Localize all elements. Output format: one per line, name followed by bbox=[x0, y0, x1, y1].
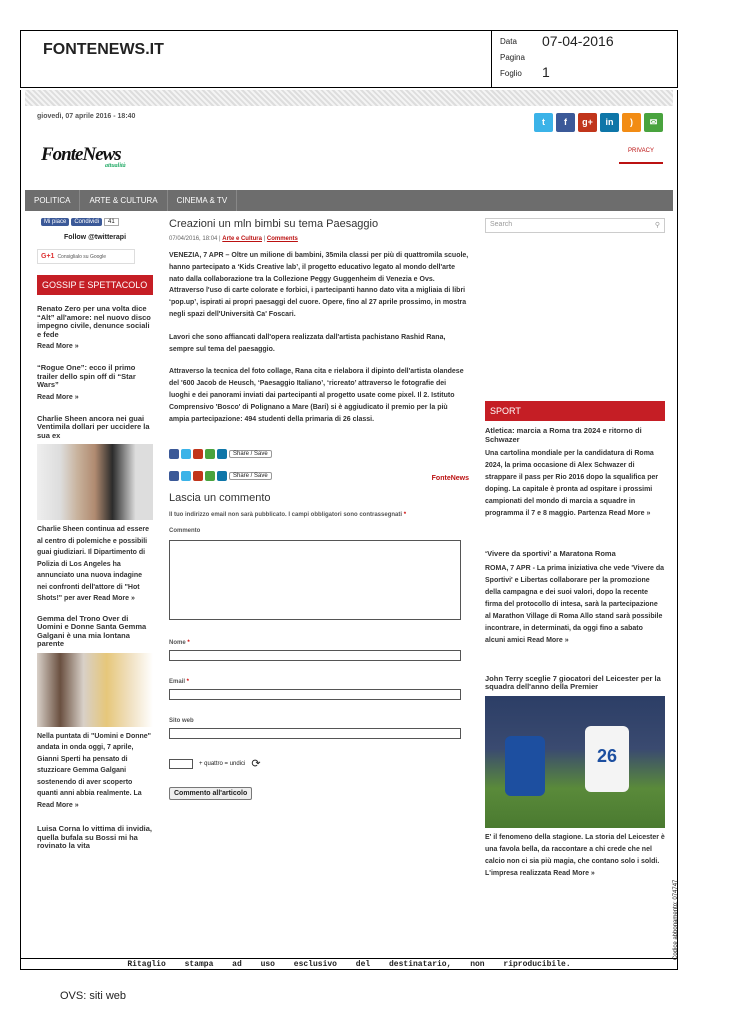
gossip-section-title: GOSSIP E SPETTACOLO bbox=[37, 275, 153, 295]
social-bar bbox=[534, 113, 663, 132]
comments-link[interactable]: Comments bbox=[266, 236, 298, 242]
clip-info bbox=[491, 31, 678, 87]
gossip-item-title[interactable]: Charlie Sheen ancora nei guai Ventimila dollari per uccidere la sua ex bbox=[37, 413, 150, 440]
website-input[interactable] bbox=[169, 728, 461, 739]
captcha-input[interactable] bbox=[169, 759, 193, 769]
article-title: Creazioni un mln bimbi su tema Paesaggio bbox=[169, 218, 379, 230]
gossip-item-title[interactable]: Renato Zero per una volta dice “Alt” all'amore: nel nuovo disco impegno civile, denunce sociali e fede bbox=[37, 304, 151, 339]
source-link[interactable]: FonteNews bbox=[431, 475, 469, 483]
nav-item-arte-cultura[interactable]: ARTE & CULTURA bbox=[80, 190, 167, 211]
publication-name: FONTENEWS.IT bbox=[43, 41, 164, 58]
foglio-label: Foglio bbox=[500, 69, 522, 78]
twitter-icon[interactable]: t bbox=[534, 113, 553, 132]
gossip-item-body: Charlie Sheen continua ad essere al centro di polemiche e possibili guai giudiziari. Il Dipartimento di Polizia di Los Angeles ha annunciato una nuova indagine nei confronti dell'attore di "Hot Shots!" per aver Read More » bbox=[37, 526, 150, 602]
privacy-link[interactable] bbox=[619, 148, 663, 164]
nav-item-cinema-tv[interactable]: CINEMA & TV bbox=[168, 190, 238, 211]
site-date: giovedì, 07 aprile 2016 - 18:40 bbox=[37, 113, 136, 120]
captcha bbox=[169, 757, 469, 770]
email-input[interactable] bbox=[169, 689, 461, 700]
pagina-label: Pagina bbox=[500, 53, 525, 62]
paragraph: Lavori che sono affiancati dall'opera realizzata dall'artista pachistano Rashid Rana, sempre sul tema del paesaggio. bbox=[169, 333, 446, 353]
nav-item-politica[interactable]: POLITICA bbox=[25, 190, 80, 211]
name-input[interactable] bbox=[169, 650, 461, 661]
facebook-icon[interactable]: f bbox=[556, 113, 575, 132]
subscription-code: Codice abbonamento: 074747 bbox=[673, 879, 679, 960]
article-date: 07/04/2016, 18:04 bbox=[169, 236, 218, 242]
facebook-icon[interactable] bbox=[169, 471, 179, 481]
clip-frame bbox=[20, 90, 678, 970]
logo-subtitle: attualità bbox=[105, 163, 126, 169]
like-count: 41 bbox=[104, 218, 119, 226]
data-value: 07-04-2016 bbox=[542, 33, 614, 49]
gossip-item-title[interactable]: Luisa Corna lo vittima di invidia, quella bufala su Bossi mi ha rovinato la vita bbox=[37, 824, 153, 850]
share-save-button[interactable]: Share / Save bbox=[229, 450, 272, 458]
email-label: Email * bbox=[169, 679, 469, 685]
left-sidebar bbox=[37, 218, 153, 851]
comment-label: Commento bbox=[169, 528, 201, 535]
share-bar bbox=[169, 449, 469, 459]
right-sidebar bbox=[485, 218, 665, 880]
twitter-icon[interactable] bbox=[181, 471, 191, 481]
refresh-icon[interactable]: ⟳ bbox=[251, 758, 261, 771]
jersey-number: 26 bbox=[585, 726, 629, 792]
privacy-label: PRIVACY bbox=[628, 148, 654, 154]
search-placeholder: Search bbox=[490, 221, 513, 228]
sport-section-title: SPORT bbox=[485, 401, 665, 421]
gemma-photo[interactable] bbox=[37, 653, 153, 727]
comment-note: Il tuo indirizzo email non sarà pubblicato. I campi obbligatori sono contrassegnati * bbox=[169, 512, 469, 518]
submit-comment-button[interactable]: Commento all'articolo bbox=[169, 787, 252, 800]
mail-icon[interactable]: ✉ bbox=[644, 113, 663, 132]
captcha-text: + quattro = undici bbox=[199, 760, 246, 767]
fb-share-button[interactable]: Condividi bbox=[71, 218, 102, 226]
data-label: Data bbox=[500, 37, 517, 46]
sport-item-body: E' il fenomeno della stagione. La storia del Leicester è una favola bella, da raccontare a chi crede che nel calcio non ci sia più magia, che contano solo i soldi. L'impresa realizzata Read More » bbox=[485, 833, 665, 877]
foglio-value: 1 bbox=[542, 64, 550, 80]
search-input[interactable] bbox=[485, 218, 665, 233]
fb-like-button[interactable]: Mi piace bbox=[41, 218, 69, 226]
gplus-icon: G+1 bbox=[41, 253, 55, 260]
article bbox=[169, 218, 469, 800]
sport-item-title[interactable]: John Terry sceglie 7 giocatori del Leicester per la squadra dell'anno della Premier bbox=[485, 673, 661, 691]
googleplus-icon[interactable] bbox=[193, 471, 203, 481]
gossip-item-title[interactable]: “Rogue One”: ecco il primo trailer dello spin off di “Star Wars” bbox=[37, 363, 136, 389]
twitter-icon[interactable] bbox=[181, 449, 191, 459]
read-more-link[interactable]: Read More » bbox=[37, 393, 79, 401]
clip-header bbox=[20, 30, 678, 88]
category-link[interactable]: Arte e Cultura bbox=[222, 236, 262, 242]
whatsapp-icon[interactable] bbox=[205, 449, 215, 459]
sport-item-title[interactable]: Atletica: marcia a Roma tra 2024 e ritorno di Schwazer bbox=[485, 426, 642, 444]
linkedin-icon[interactable] bbox=[217, 449, 227, 459]
search-icon[interactable]: ⚲ bbox=[654, 222, 660, 229]
share-save-button[interactable]: Share / Save bbox=[229, 472, 272, 480]
article-body bbox=[169, 250, 469, 425]
leicester-photo[interactable] bbox=[485, 696, 665, 828]
paragraph: VENEZIA, 7 APR – Oltre un milione di bambini, 35mila classi per più di quattromila scuole, hanno partecipato a ‘Kids Creative lab’, il progetto educativo legato al mondo dell'arte nato dalla collaborazione tra la Collezione Peggy Guggenheim di Venezia e Ovs. Attraverso l'uso di carte colorate e forbici, i partecipanti hanno dato vita a migliaia di libri ‘pop.up’, ispirati ai propri paesaggi del cuore. Opere, fino al 27 aprile prossimo, in mostra negli spazi dell'Università Ca' Foscari. bbox=[169, 252, 469, 318]
googleplus-icon[interactable]: g+ bbox=[578, 113, 597, 132]
sport-item-body: ROMA, 7 APR - La prima iniziativa che vede 'Vivere da Sportivi' e Libertas collaborare per la promozione della campagna e dei suoi valori, dopo la recente firma del protocollo di intesa, sarà la partecipazione al Marathon Village di Roma Allo stand sarà possibile incontrare, in determinati, da oggi fino a sabato alcuni amici Read More » bbox=[485, 564, 665, 644]
comment-heading: Lascia un commento bbox=[169, 492, 271, 505]
sport-item-title[interactable]: ‘Vivere da sportivi’ a Maratona Roma bbox=[485, 549, 616, 558]
googleplus-icon[interactable] bbox=[193, 449, 203, 459]
twitter-follow[interactable]: Follow @twitterapi bbox=[63, 234, 127, 241]
charlie-sheen-photo[interactable] bbox=[37, 444, 153, 520]
comment-textarea[interactable] bbox=[169, 540, 461, 620]
whatsapp-icon[interactable] bbox=[205, 471, 215, 481]
website-label: Sito web bbox=[169, 718, 194, 725]
gplus-label: Consiglialo su Google bbox=[57, 254, 107, 260]
webpage bbox=[25, 90, 673, 950]
linkedin-icon[interactable]: in bbox=[600, 113, 619, 132]
ovs-label: OVS: siti web bbox=[60, 990, 127, 1002]
gossip-item-title[interactable]: Gemma del Trono Over di Uomini e Donne Santa Gemma Galgani è una mia lontana parente bbox=[37, 613, 147, 648]
clip-footer: Ritaglio stampa ad uso esclusivo del destinatario, non riproducibile. bbox=[20, 958, 678, 970]
read-more-link[interactable]: Read More » bbox=[37, 343, 79, 350]
rss-icon[interactable]: ) bbox=[622, 113, 641, 132]
gplus-button[interactable] bbox=[37, 249, 135, 264]
name-label: Nome * bbox=[169, 640, 469, 646]
site-logo[interactable] bbox=[41, 144, 126, 169]
main-nav bbox=[25, 190, 673, 211]
logo-text: FonteNews bbox=[41, 144, 121, 165]
top-pattern bbox=[25, 90, 673, 106]
gossip-item-body: Nella puntata di "Uomini e Donne" andata in onda oggi, 7 aprile, Gianni Sperti ha pensato di stuzzicare Gemma Galgani sostenendo di aver scoperto quanti anni abbia realmente. La Read More » bbox=[37, 732, 151, 809]
paragraph: Attraverso la tecnica del foto collage, Rana cita e rielabora il dipinto dell'artista olandese del '600 Jacob de Heusch, ‘Paesaggio Italiano’, ‘ricreato’ attraverso le fotografie dei luoghi e dei panorami inviati dai partecipanti al progetto usate come pixel. Il 2. Istituto Comprensivo 'Bosco' di Polignano a Mare (Bari) si è aggiudicato il premio per la più ampia partecipazione: 494 studenti della primaria di 26 classi. bbox=[169, 368, 464, 423]
linkedin-icon[interactable] bbox=[217, 471, 227, 481]
facebook-icon[interactable] bbox=[169, 449, 179, 459]
sport-item-body: Una cartolina mondiale per la candidatura di Roma 2024, la prima occasione di Alex Schwazer di strappare il pass per Rio 2016 dopo la squalifica per doping. La capitale è pronta ad ospitare i prossimi campionati del mondo di marcia a squadre in programma il 7 e 8 maggio. Partenza Read More » bbox=[485, 450, 659, 517]
article-meta: 07/04/2016, 18:04 | Arte e Cultura | Comments bbox=[169, 236, 298, 242]
